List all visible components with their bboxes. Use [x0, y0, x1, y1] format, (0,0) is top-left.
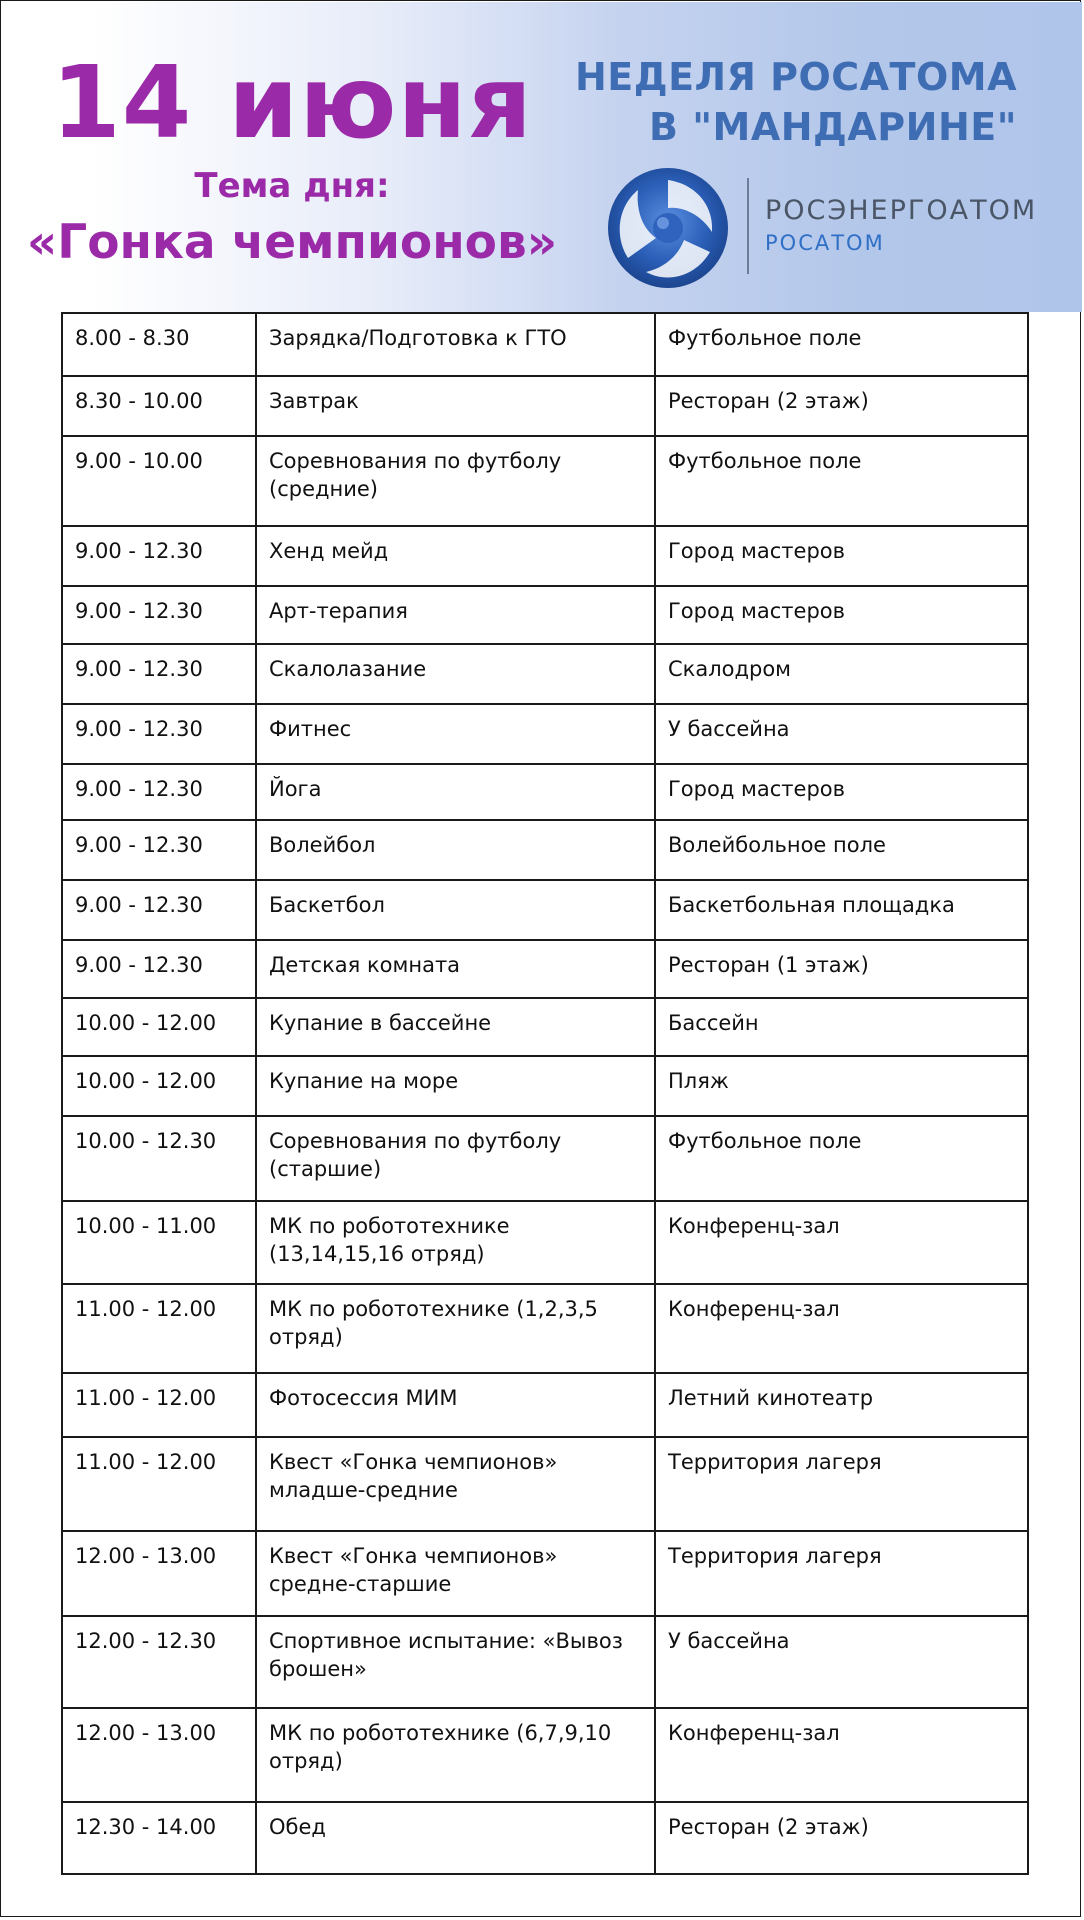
schedule-row	[62, 1284, 1028, 1373]
schedule-time-cell: 9.00 - 12.30	[62, 820, 256, 880]
schedule-activity-cell: Фотосессия МИМ	[256, 1373, 655, 1437]
schedule-row	[62, 1056, 1028, 1116]
schedule-activity-cell: Обед	[256, 1802, 655, 1874]
schedule-activity-cell: Детская комната	[256, 940, 655, 998]
schedule-place-cell: Баскетбольная площадка	[655, 880, 1028, 940]
schedule-row	[62, 526, 1028, 586]
schedule-row	[62, 1116, 1028, 1201]
schedule-place-cell: Территория лагеря	[655, 1531, 1028, 1616]
schedule-body	[62, 313, 1028, 1874]
logo-company-name: РОСЭНЕРГОАТОМ	[765, 195, 1038, 226]
schedule-time-cell: 12.00 - 13.00	[62, 1531, 256, 1616]
schedule-activity-cell: Скалолазание	[256, 644, 655, 704]
schedule-place-cell: Город мастеров	[655, 764, 1028, 820]
schedule-row	[62, 1373, 1028, 1437]
schedule-row	[62, 880, 1028, 940]
schedule-place-cell: Футбольное поле	[655, 1116, 1028, 1201]
rosatom-logo-icon	[606, 166, 730, 290]
schedule-activity-cell: Баскетбол	[256, 880, 655, 940]
schedule-time-cell: 8.30 - 10.00	[62, 376, 256, 436]
schedule-place-cell: Футбольное поле	[655, 313, 1028, 376]
schedule-row	[62, 704, 1028, 764]
schedule-row	[62, 313, 1028, 376]
schedule-place-cell: Конференц-зал	[655, 1708, 1028, 1802]
schedule-activity-cell: Йога	[256, 764, 655, 820]
theme-title: «Гонка чемпионов»	[26, 215, 558, 270]
schedule-row	[62, 820, 1028, 880]
date-heading: 14 июня	[51, 44, 533, 161]
schedule-place-cell: Территория лагеря	[655, 1437, 1028, 1531]
schedule-place-cell: Футбольное поле	[655, 436, 1028, 526]
schedule-time-cell: 10.00 - 12.00	[62, 1056, 256, 1116]
schedule-place-cell: Город мастеров	[655, 586, 1028, 644]
schedule-row	[62, 1802, 1028, 1874]
schedule-row	[62, 998, 1028, 1056]
schedule-activity-cell: Спортивное испытание: «Вывоз брошен»	[256, 1616, 655, 1708]
schedule-place-cell: Летний кинотеатр	[655, 1373, 1028, 1437]
schedule-time-cell: 12.00 - 12.30	[62, 1616, 256, 1708]
schedule-activity-cell: Купание на море	[256, 1056, 655, 1116]
schedule-place-cell: Скалодром	[655, 644, 1028, 704]
schedule-activity-cell: Хенд мейд	[256, 526, 655, 586]
schedule-place-cell: У бассейна	[655, 1616, 1028, 1708]
schedule-row	[62, 586, 1028, 644]
schedule-time-cell: 11.00 - 12.00	[62, 1437, 256, 1531]
schedule-row	[62, 1616, 1028, 1708]
schedule-row	[62, 1437, 1028, 1531]
schedule-activity-cell: Зарядка/Подготовка к ГТО	[256, 313, 655, 376]
schedule-row	[62, 764, 1028, 820]
schedule-row	[62, 1531, 1028, 1616]
schedule-time-cell: 9.00 - 12.30	[62, 940, 256, 998]
logo-divider	[747, 178, 749, 274]
schedule-time-cell: 9.00 - 12.30	[62, 526, 256, 586]
schedule-place-cell: Конференц-зал	[655, 1284, 1028, 1373]
event-title-line-1: НЕДЕЛЯ РОСАТОМА	[574, 55, 1017, 99]
schedule-time-cell: 11.00 - 12.00	[62, 1373, 256, 1437]
schedule-activity-cell: Фитнес	[256, 704, 655, 764]
schedule-row	[62, 436, 1028, 526]
schedule-table	[61, 312, 1029, 1875]
schedule-time-cell: 9.00 - 12.30	[62, 880, 256, 940]
schedule-place-cell: Конференц-зал	[655, 1201, 1028, 1284]
schedule-time-cell: 9.00 - 12.30	[62, 764, 256, 820]
schedule-place-cell: Бассейн	[655, 998, 1028, 1056]
schedule-activity-cell: Арт-терапия	[256, 586, 655, 644]
schedule-activity-cell: МК по робототехнике (1,2,3,5 отряд)	[256, 1284, 655, 1373]
schedule-activity-cell: МК по робототехнике (6,7,9,10 отряд)	[256, 1708, 655, 1802]
schedule-time-cell: 12.00 - 13.00	[62, 1708, 256, 1802]
theme-label: Тема дня:	[194, 166, 390, 206]
logo-brand-name: РОСАТОМ	[765, 231, 885, 255]
schedule-time-cell: 9.00 - 12.30	[62, 586, 256, 644]
schedule-time-cell: 8.00 - 8.30	[62, 313, 256, 376]
schedule-place-cell: Город мастеров	[655, 526, 1028, 586]
schedule-row	[62, 376, 1028, 436]
schedule-row	[62, 1708, 1028, 1802]
schedule-row	[62, 940, 1028, 998]
schedule-time-cell: 10.00 - 12.00	[62, 998, 256, 1056]
schedule-place-cell: Ресторан (2 этаж)	[655, 1802, 1028, 1874]
event-title	[562, 52, 1017, 152]
schedule-time-cell: 12.30 - 14.00	[62, 1802, 256, 1874]
schedule-activity-cell: Квест «Гонка чемпионов» средне-старшие	[256, 1531, 655, 1616]
schedule-time-cell: 11.00 - 12.00	[62, 1284, 256, 1373]
schedule-row	[62, 1201, 1028, 1284]
schedule-activity-cell: Соревнования по футболу (старшие)	[256, 1116, 655, 1201]
schedule-activity-cell: Завтрак	[256, 376, 655, 436]
schedule-time-cell: 10.00 - 11.00	[62, 1201, 256, 1284]
header-banner	[2, 2, 1082, 312]
schedule-time-cell: 10.00 - 12.30	[62, 1116, 256, 1201]
schedule-activity-cell: Соревнования по футболу (средние)	[256, 436, 655, 526]
schedule-place-cell: Ресторан (2 этаж)	[655, 376, 1028, 436]
schedule-activity-cell: МК по робототехнике (13,14,15,16 отряд)	[256, 1201, 655, 1284]
schedule-activity-cell: Купание в бассейне	[256, 998, 655, 1056]
schedule-place-cell: Волейбольное поле	[655, 820, 1028, 880]
schedule-place-cell: У бассейна	[655, 704, 1028, 764]
schedule-time-cell: 9.00 - 12.30	[62, 704, 256, 764]
event-title-line-2: В "МАНДАРИНЕ"	[649, 105, 1017, 149]
schedule-row	[62, 644, 1028, 704]
schedule-place-cell: Ресторан (1 этаж)	[655, 940, 1028, 998]
schedule-time-cell: 9.00 - 10.00	[62, 436, 256, 526]
schedule-activity-cell: Квест «Гонка чемпионов» младше-средние	[256, 1437, 655, 1531]
schedule-activity-cell: Волейбол	[256, 820, 655, 880]
schedule-place-cell: Пляж	[655, 1056, 1028, 1116]
schedule-time-cell: 9.00 - 12.30	[62, 644, 256, 704]
